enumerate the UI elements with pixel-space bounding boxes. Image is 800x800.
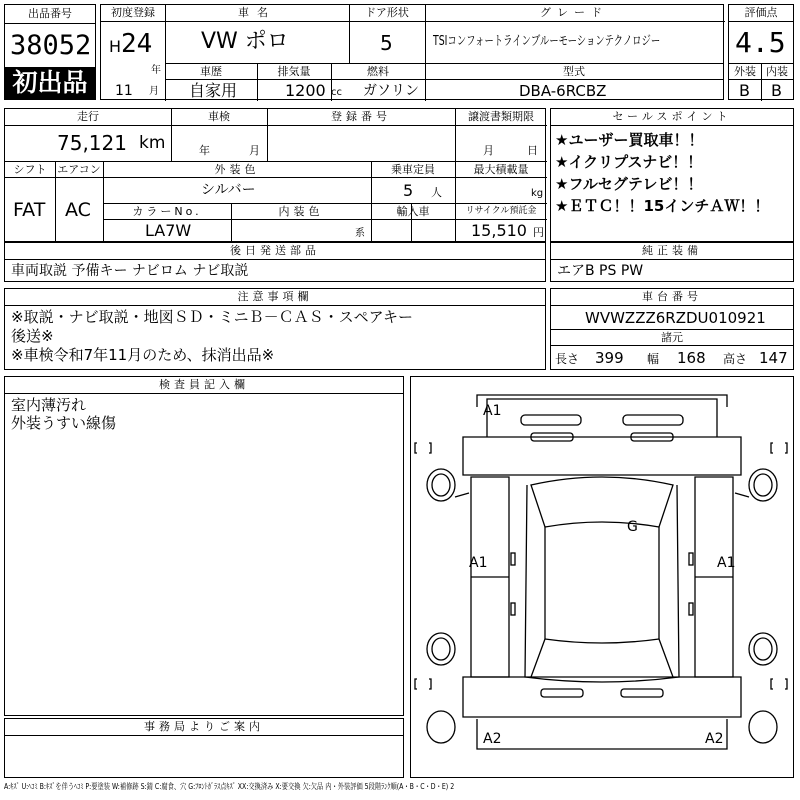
equipment-value: エアB PS PW <box>557 263 644 279</box>
inspection-month-unit: 月 <box>249 144 260 157</box>
recycle-header: リサイクル預託金 <box>465 206 537 216</box>
car-name-header: 車名 <box>238 6 276 19</box>
details-box <box>4 108 546 242</box>
chassis-box <box>550 288 794 370</box>
color-no-header: カラーNo. <box>132 205 202 218</box>
door-header: ドア形状 <box>365 6 409 19</box>
max-load-header: 最大積載量 <box>473 163 529 176</box>
grade-header: グレード <box>540 6 608 19</box>
reg-no-header: 登録番号 <box>331 110 391 123</box>
exterior-grade: B <box>739 81 750 100</box>
notes-line-2: 後送※ <box>11 327 54 345</box>
capacity-header: 乗車定員 <box>391 163 435 176</box>
inspector-box <box>4 376 404 716</box>
inspection-header: 車検 <box>208 110 230 123</box>
color-no-value: LA7W <box>145 221 192 240</box>
fuel-value: ガソリン <box>363 83 419 99</box>
first-listing-badge: 初出品 <box>5 67 95 99</box>
damage-mark-right: A1 <box>717 555 736 571</box>
damage-mark-windshield: G <box>627 519 638 535</box>
length-label: 長さ <box>555 352 580 366</box>
mileage-header: 走行 <box>77 110 99 123</box>
chassis-value: WVWZZZ6RZDU010921 <box>585 309 766 327</box>
capacity-value: 5 <box>403 181 414 200</box>
shift-value: FAT <box>13 199 46 221</box>
equipment-header: 純正装備 <box>642 244 702 257</box>
first-reg-month-unit: 月 <box>149 86 159 97</box>
lot-header: 出品番号 <box>28 7 72 20</box>
height-label: 高さ <box>723 352 748 366</box>
lot-box <box>4 4 96 100</box>
inspector-line-1: 室内薄汚れ <box>11 396 87 414</box>
transfer-doc-header: 譲渡書類期限 <box>468 110 534 123</box>
height-value: 147 <box>759 349 788 367</box>
first-reg-year-unit: 年 <box>151 65 161 76</box>
later-parts-box <box>4 242 546 282</box>
displacement-unit: cc <box>331 87 342 98</box>
specs-header: 諸元 <box>661 331 683 344</box>
legend-text: A:ｷｽﾞ U:ﾍｺﾐ B:ｷｽﾞを伴うﾍｺﾐ P:要塗装 W:補修跡 S:錆 C:腐食、穴 G:ﾌﾛﾝﾄｶﾞﾗｽ点ｷｽﾞ XX:交換済み X:要交換 欠:欠品 内・外装評価 5段階ﾗﾝｸ順(A・B・C・D・E) 2 <box>4 782 455 791</box>
ext-color-header: 外装色 <box>214 163 260 176</box>
first-reg-year: 24 <box>121 29 153 59</box>
vehicle-header-box <box>100 4 724 100</box>
model-header: 型式 <box>563 65 585 78</box>
notes-line-1: ※取説・ナビ取説・地図ＳＤ・ミニＢ－ＣＡＳ・スペアキー <box>11 308 413 326</box>
score-value: 4.5 <box>735 26 786 59</box>
notes-box <box>4 288 546 370</box>
width-label: 幅 <box>647 352 660 366</box>
transfer-doc-day-unit: 日 <box>527 144 538 157</box>
sales-point-1: ★ユーザー買取車！！ <box>555 131 704 149</box>
score-box <box>728 4 794 100</box>
door-value: 5 <box>380 31 393 55</box>
sales-point-2: ★イクリプスナビ！！ <box>555 153 703 171</box>
damage-mark-rear-left: A2 <box>483 731 502 747</box>
first-reg-header: 初度登録 <box>111 6 155 19</box>
shift-header: シフト <box>13 163 47 176</box>
history-value: 自家用 <box>189 81 238 100</box>
sales-point-4: ★ＥＴＣ！！15インチＡＷ！！ <box>555 197 770 215</box>
fuel-header: 燃料 <box>367 65 389 78</box>
score-header: 評価点 <box>744 6 778 19</box>
import-header: 輸入車 <box>396 205 430 218</box>
notes-line-3: ※車検令和7年11月のため、抹消出品※ <box>11 346 275 364</box>
inspector-header: 検査員記入欄 <box>159 378 249 391</box>
history-header: 車歴 <box>200 65 222 78</box>
grade-value: TSIコンフォートラインブルーモーションテクノロジー <box>433 34 661 49</box>
width-value: 168 <box>677 349 706 367</box>
transfer-doc-month-unit: 月 <box>483 144 494 157</box>
damage-diagram <box>410 376 794 778</box>
capacity-unit: 人 <box>431 186 442 199</box>
later-parts-header: 後日発送部品 <box>230 244 320 257</box>
max-load-unit: kg <box>531 188 544 199</box>
later-parts-value: 車両取説 予備キー ナビロム ナビ取説 <box>11 263 249 279</box>
damage-mark-front: A1 <box>483 403 502 419</box>
first-reg-month: 11 <box>115 83 133 99</box>
ext-color-value: シルバー <box>201 182 256 198</box>
int-color-header: 内装色 <box>278 205 324 218</box>
displacement-value: 1200 <box>285 81 326 100</box>
sales-points-box <box>550 108 794 242</box>
inspection-year-unit: 年 <box>199 144 210 157</box>
damage-mark-left: A1 <box>469 555 488 571</box>
equipment-box <box>550 242 794 282</box>
recycle-unit: 円 <box>533 226 544 239</box>
mileage-unit: km <box>139 133 166 153</box>
aircon-value: AC <box>65 199 91 221</box>
car-name-value: VW ポロ <box>201 29 289 54</box>
model-value: DBA-6RCBZ <box>519 82 607 100</box>
mileage-value: 75,121 <box>57 131 127 155</box>
office-header: 事務局よりご案内 <box>144 720 264 733</box>
exterior-header: 外装 <box>734 65 756 78</box>
int-color-unit: 系 <box>355 228 365 239</box>
notes-header: 注意事項欄 <box>237 290 313 303</box>
sales-points-header: セールスポイント <box>612 110 732 123</box>
interior-header: 内装 <box>766 65 788 78</box>
chassis-header: 車台番号 <box>642 290 702 303</box>
interior-grade: B <box>771 81 782 100</box>
displacement-header: 排気量 <box>277 65 311 78</box>
first-reg-era: H <box>109 37 122 56</box>
office-box <box>4 718 404 778</box>
inspector-line-2: 外装うすい線傷 <box>11 414 117 432</box>
aircon-header: エアコン <box>57 163 101 176</box>
lot-number: 38052 <box>10 30 92 61</box>
damage-mark-rear-right: A2 <box>705 731 724 747</box>
length-value: 399 <box>595 349 624 367</box>
sales-point-3: ★フルセグテレビ！！ <box>555 175 703 193</box>
recycle-value: 15,510 <box>471 221 527 240</box>
